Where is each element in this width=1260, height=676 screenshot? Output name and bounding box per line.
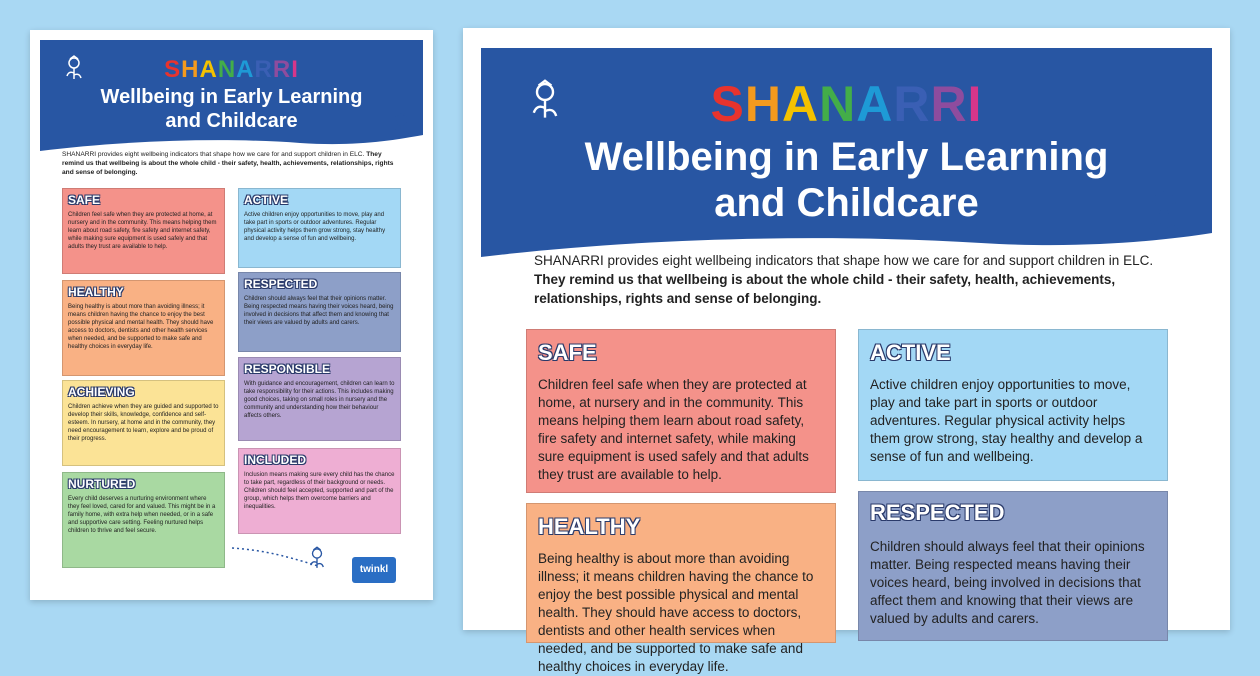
small-card-respected [238,272,401,352]
small-logo [40,56,423,84]
small-card-title: HEALTHY [68,285,124,299]
small-logo-letter: H [181,56,200,83]
twinkl-logo: twinkl [352,557,396,583]
large-poster [463,28,1230,674]
small-card-included [238,448,401,534]
large-subtitle-1: Wellbeing in Early Learning [584,135,1109,179]
large-logo-letter: R [930,76,968,132]
small-logo-letter: A [236,56,255,83]
small-card-text: With guidance and encouragement, children can learn to take responsibility for their actions. This includes making good choices, taking on small roles in nursery and the community and understanding how their behaviour affects others. [244,381,395,419]
large-logo-letter: H [744,76,782,132]
small-card-safe [62,188,225,274]
small-logo-letter: N [217,56,237,83]
large-card-title: ACTIVE [870,340,951,365]
large-logo-letter: A [856,76,894,132]
large-card-text: Active children enjoy opportunities to move, play and take part in sports or outdoor adventures. Regular physical activity helps them grow strong, stay healthy and develop a sense of fun and wellbeing. [870,377,1143,464]
small-intro-bold: They remind us that wellbeing is about the whole child - their safety, health, achievements, relationships, rights and sense of belonging. [62,151,394,176]
large-card-safe [526,329,836,493]
small-poster [30,30,433,600]
small-subtitle-1: Wellbeing in Early Learning [100,86,363,108]
small-card-title: NURTURED [68,477,136,491]
large-logo-letter: A [782,76,820,132]
thistle-icon [64,55,84,81]
small-logo-letter: I [291,56,299,83]
small-card-text: Inclusion means making sure every child has the chance to take part, regardless of their background or needs. Children should feel accepted, supported and part of the group, which helps them overcome barriers and inequalities. [244,472,395,510]
small-card-title: RESPONSIBLE [244,362,331,376]
small-card-text: Children achieve when they are guided and supported to develop their skills, knowledge, confidence and self-esteem. In nursery, at home and in the community, they need encouragement to learn, explore and be proud of their progress. [68,404,219,442]
small-card-active [238,188,401,268]
large-intro [534,251,1164,308]
small-card-achieving [62,380,225,466]
large-logo-letter: N [819,76,857,132]
large-card-title: SAFE [538,340,597,365]
small-logo-letter: A [199,56,218,83]
large-card-active [858,329,1168,481]
small-card-title: ACHIEVING [68,385,135,399]
large-logo-letter: R [893,76,931,132]
thistle-icon [308,545,326,571]
dotted-path [230,540,320,570]
small-card-title: RESPECTED [244,277,318,291]
thistle-icon [1144,184,1184,242]
large-card-text: Children feel safe when they are protected at home, at nursery and in the community. This means helping them learn about road safety, fire safety and internet safety, while making sure equipment is used safely and that adults they trust are available to help. [538,377,809,482]
large-card-text: Being healthy is about more than avoiding illness; it means children having the chance to enjoy the best possible physical and mental health. They should have access to doctors, dentists and other health services when needed, and be supported to make safe and healthy choices in everyday life. [538,551,814,674]
small-logo-letter: R [254,56,273,83]
large-logo-letter: S [710,76,745,132]
small-intro [62,150,402,177]
small-card-healthy [62,280,225,376]
small-card-title: INCLUDED [244,453,306,467]
small-logo-letter: R [272,56,292,83]
large-logo [481,78,1212,130]
small-card-text: Children should always feel that their opinions matter. Being respected means having their voices heard, being involved in decisions that affect them and knowing that their views are valued by adults and carers. [244,296,394,326]
small-card-text: Children feel safe when they are protected at home, at nursery and in the community. This means helping them learn about road safety, fire safety and internet safety, while making sure equipment is used safely and that adults they trust are available to help. [68,212,217,250]
thistle-icon [390,110,412,140]
large-card-title: RESPECTED [870,500,1005,525]
small-card-title: SAFE [68,193,101,207]
small-card-text: Every child deserves a nurturing environment where they feel loved, cared for and valued. This might be in a family home, with extra help when needed, or in a safe and supportive care setting. Feeling nurtured helps children to thrive and feel secure. [68,496,216,534]
large-card-healthy [526,503,836,674]
small-card-title: ACTIVE [244,193,289,207]
small-card-text: Being healthy is about more than avoiding illness; it means children having the chance to enjoy the best possible physical and mental health. They should have access to doctors, dentists and other health services when needed, and be supported to make safe and healthy choices in everyday life. [68,304,214,350]
large-card-respected [858,491,1168,641]
large-poster-panel [481,48,1212,674]
small-card-responsible [238,357,401,441]
large-subtitle-2: and Childcare [714,181,979,225]
large-logo-letter: I [967,76,983,132]
thistle-icon [529,78,561,122]
small-poster-panel [40,40,423,590]
large-intro-plain: SHANARRI provides eight wellbeing indicators that shape how we care for and support children in ELC. [534,253,1154,268]
small-card-text: Active children enjoy opportunities to move, play and take part in sports or outdoor adventures. Regular physical activity helps them grow strong, stay healthy and develop a sense of fun and wellbeing. [244,212,386,242]
large-card-text: Children should always feel that their opinions matter. Being respected means having their voices heard, being involved in decisions that affect them and knowing that their views are valued by adults and carers. [870,539,1145,626]
small-subtitle-2: and Childcare [165,110,298,132]
small-intro-plain: SHANARRI provides eight wellbeing indicators that shape how we care for and support children in ELC. [62,151,367,158]
small-logo-letter: S [164,56,182,83]
large-intro-bold: They remind us that wellbeing is about the whole child - their safety, health, achievements, relationships, rights and sense of belonging. [534,272,1116,306]
large-card-title: HEALTHY [538,514,641,539]
small-card-nurtured [62,472,225,568]
